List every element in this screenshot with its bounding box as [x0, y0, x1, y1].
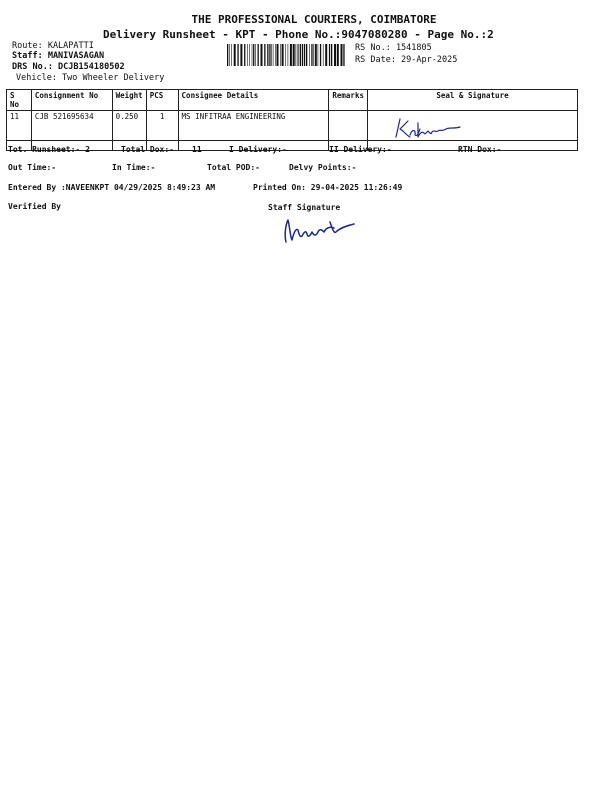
- staff-signature: [280, 214, 360, 248]
- first-delivery-label: I Delivery:-: [229, 145, 287, 154]
- cell-consignee: MS INFITRAA ENGINEERING: [178, 111, 329, 151]
- second-delivery-label: II Delivery:-: [329, 145, 392, 154]
- cell-s-no: 11: [7, 111, 32, 151]
- col-header-remarks: Remarks: [329, 90, 368, 111]
- col-header-seal: Seal & Signature: [367, 90, 577, 111]
- in-time-label: In Time:-: [112, 163, 156, 172]
- entered-by: Entered By :NAVEENKPT 04/29/2025 8:49:23 AM: [8, 183, 216, 192]
- col-header-pcs: PCS: [146, 90, 178, 111]
- recipient-signature: [388, 115, 468, 143]
- cell-weight: 0.250: [112, 111, 146, 151]
- out-time-label: Out Time:-: [8, 163, 57, 172]
- table-bottom-rule: [6, 140, 578, 141]
- runsheet-table: [6, 89, 578, 151]
- document-title: THE PROFESSIONAL COURIERS, COIMBATORE: [191, 13, 437, 26]
- delivery-points-label: Delvy Points:-: [289, 163, 357, 172]
- runsheet-subtitle: Delivery Runsheet - KPT - Phone No.:9047080280 - Page No.:2: [103, 28, 494, 41]
- staff-signature-label: Staff Signature: [268, 203, 341, 212]
- col-header-consignment: Consignment No: [31, 90, 112, 111]
- col-header-weight: Weight: [112, 90, 146, 111]
- verified-by-label: Verified By: [8, 202, 61, 211]
- return-dox-label: RTN Dox:-: [458, 145, 502, 154]
- staff-label: Staff: MANIVASAGAN: [12, 51, 105, 61]
- total-runsheet: Tot. Runsheet:- 2: [8, 145, 90, 154]
- printed-on: Printed On: 29-04-2025 11:26:49: [253, 183, 403, 192]
- total-dox-value: 11: [192, 145, 202, 154]
- drs-number: DRS No.: DCJB154180502: [12, 62, 125, 72]
- cell-consignment-no: CJB 521695634: [31, 111, 112, 151]
- col-header-s-no: S No: [7, 90, 32, 111]
- rs-date: RS Date: 29-Apr-2025: [355, 55, 458, 65]
- table-header-row: [7, 90, 578, 111]
- total-dox-label: Total Dox:-: [121, 145, 174, 154]
- cell-pcs: 1: [146, 111, 178, 151]
- barcode-image: [226, 44, 348, 66]
- total-pod-label: Total POD:-: [207, 163, 260, 172]
- col-header-consignee: Consignee Details: [178, 90, 329, 111]
- rs-number: RS No.: 1541805: [355, 43, 432, 53]
- vehicle-label: Vehicle: Two Wheeler Delivery: [16, 73, 165, 83]
- route-label: Route: KALAPATTI: [12, 41, 94, 51]
